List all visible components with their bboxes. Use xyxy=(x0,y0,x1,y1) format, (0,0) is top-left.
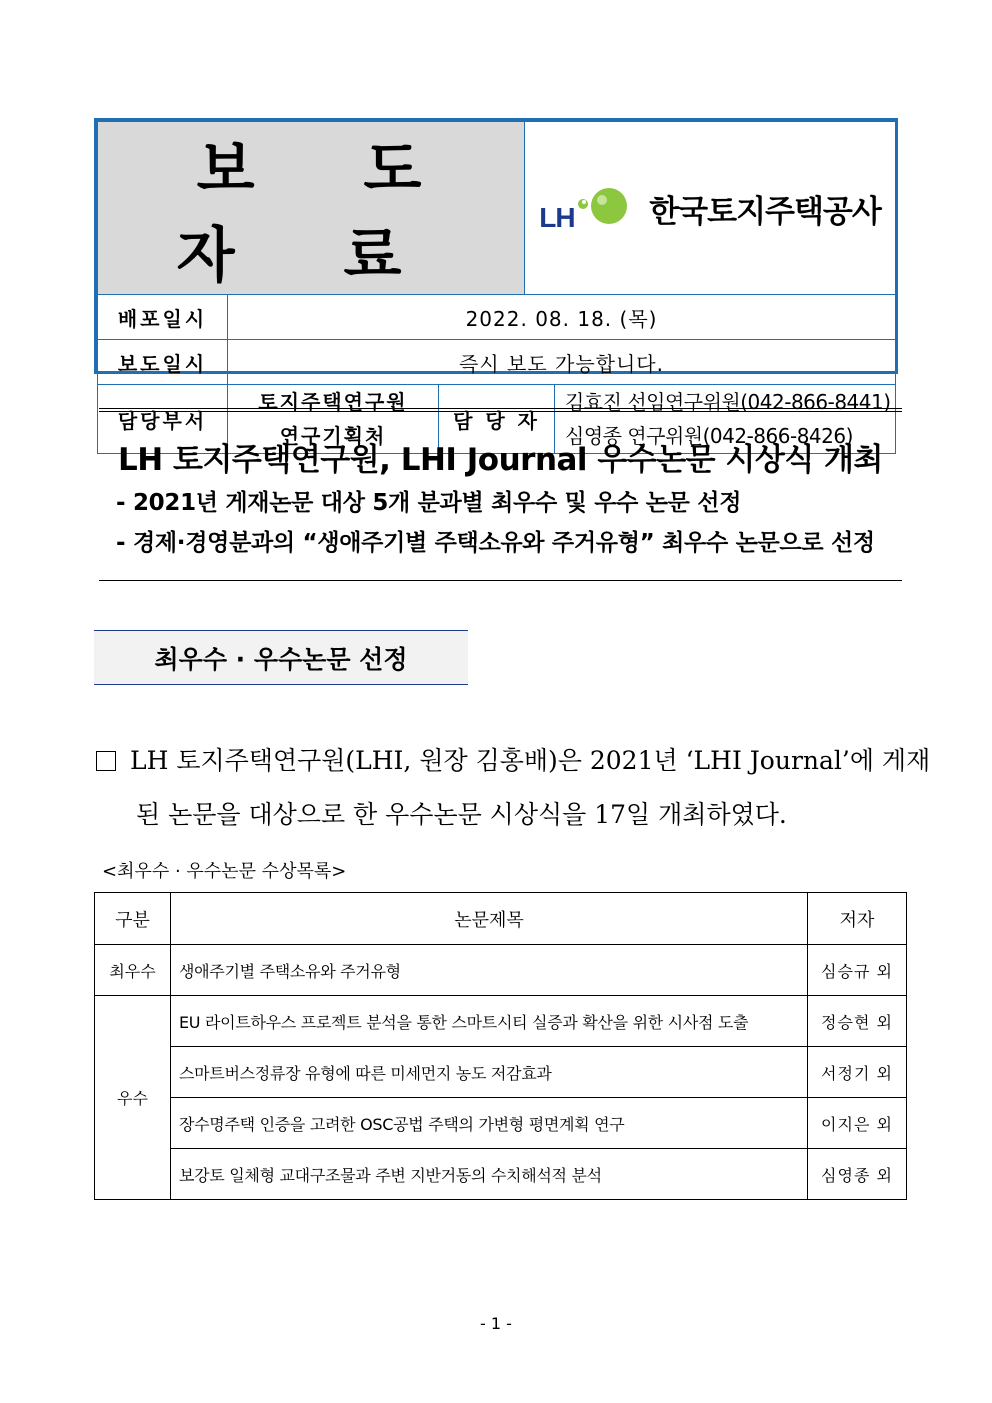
subtitle-2: - 경제·경영분과의 “생애주기별 주택소유와 주거유형” 최우수 논문으로 선정 xyxy=(116,530,875,556)
paper-title: EU 라이트하우스 프로젝트 분석을 통한 스마트시티 실증과 확산을 위한 시사점 도출 xyxy=(171,996,808,1047)
paper-author: 이지은 외 xyxy=(808,1098,907,1149)
report-date-value: 즉시 보도 가능합니다. xyxy=(228,340,896,385)
page-number: - 1 - xyxy=(480,1314,512,1333)
paper-author: 서정기 외 xyxy=(808,1047,907,1098)
subtitle-1: - 2021년 게재논문 대상 5개 분과별 최우수 및 우수 논문 선정 xyxy=(116,490,742,516)
awards-caption: <최우수 · 우수논문 수상목록> xyxy=(102,861,347,882)
category-excellent: 우수 xyxy=(95,996,171,1200)
logo-cell xyxy=(525,122,896,295)
col-header-category: 구분 xyxy=(95,893,171,945)
headline-top-rule xyxy=(99,408,902,412)
table-header-row xyxy=(95,893,907,945)
press-title-cell xyxy=(98,122,525,295)
checkbox-bullet-icon xyxy=(96,751,116,771)
table-row xyxy=(95,1047,907,1098)
logo-lh-text: LH xyxy=(539,202,575,233)
paper-title: 스마트버스정류장 유형에 따른 미세먼지 농도 저감효과 xyxy=(171,1047,808,1098)
contact-2: 심영종 연구위원(042-866-8426) xyxy=(565,424,853,448)
table-row xyxy=(95,996,907,1047)
release-date-label: 배포일시 xyxy=(98,295,228,340)
dept-name-line2: 연구기획처 xyxy=(279,424,387,448)
headline-title: LH 토지주택연구원, LHI Journal 우수논문 시상식 개최 xyxy=(118,442,883,478)
lh-logo-icon xyxy=(539,178,635,238)
company-name: 한국토지주택공사 xyxy=(649,193,881,230)
paragraph-line-1: LH 토지주택연구원(LHI, 원장 김홍배)은 2021년 ‘LHI Journal’에 게재 xyxy=(130,746,931,775)
paper-title: 보강토 일체형 교대구조물과 주변 지반거동의 수치해석적 분석 xyxy=(171,1149,808,1200)
contact-1: 김효진 선임연구위원(042-866-8441) xyxy=(565,390,891,414)
paper-author: 심영종 외 xyxy=(808,1149,907,1200)
table-row xyxy=(95,945,907,996)
category-top: 최우수 xyxy=(95,945,171,996)
awards-table xyxy=(94,892,907,1200)
col-header-author: 저자 xyxy=(808,893,907,945)
contact-label: 담 당 자 xyxy=(439,385,555,454)
section-title: 최우수 · 우수논문 선정 xyxy=(94,630,468,685)
press-title: 보 도 자 료 xyxy=(176,135,466,291)
table-row xyxy=(95,1098,907,1149)
report-date-label: 보도일시 xyxy=(98,340,228,385)
headline-bottom-rule xyxy=(99,580,902,581)
col-header-title: 논문제목 xyxy=(171,893,808,945)
dept-name-line1: 토지주택연구원 xyxy=(258,390,408,414)
release-date-value: 2022. 08. 18. (목) xyxy=(228,295,896,340)
paper-author: 정승현 외 xyxy=(808,996,907,1047)
paper-title: 생애주기별 주택소유와 주거유형 xyxy=(171,945,808,996)
body-paragraph xyxy=(96,734,931,842)
paragraph-line-2: 된 논문을 대상으로 한 우수논문 시상식을 17일 개최하였다. xyxy=(136,800,787,829)
paper-title: 장수명주택 인증을 고려한 OSC공법 주택의 가변형 평면계획 연구 xyxy=(171,1098,808,1149)
press-release-header xyxy=(94,118,898,448)
paper-author: 심승규 외 xyxy=(808,945,907,996)
dept-label: 담당부서 xyxy=(98,385,228,454)
table-row xyxy=(95,1149,907,1200)
